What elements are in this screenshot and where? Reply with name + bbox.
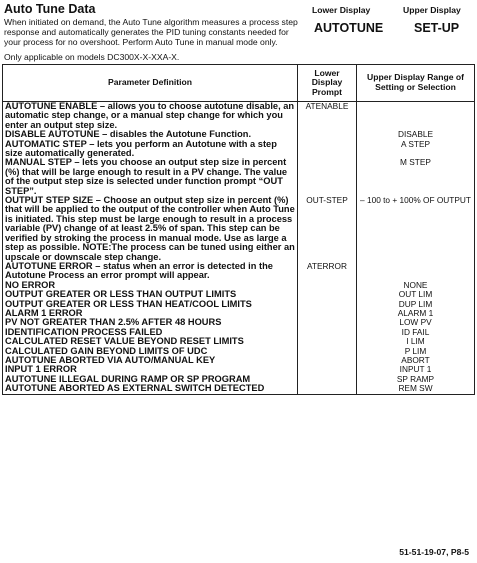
table-row: [3, 102, 475, 131]
parameter-name: PV NOT GREATER THAN 2.5% AFTER 48 HOURS: [5, 317, 222, 328]
parameter-description: – status when an error is detected in the Autotune Process an error prompt will appear.: [5, 260, 273, 281]
parameter-description: – allows you to choose autotune disable, an automatic step change, or a manual step change for which you enter an output step size.: [5, 101, 295, 130]
parameter-name: AUTOTUNE ABORTED AS EXTERNAL SWITCH DETECTED: [5, 383, 265, 394]
lower-display-prompt-cell: ATERROR: [298, 262, 357, 281]
table-row: [3, 384, 475, 394]
upper-display-range-cell: INPUT 1: [357, 365, 475, 374]
lower-display-prompt-cell: OUT-STEP: [298, 196, 357, 262]
column-header-range: Upper Display Range of Setting or Selection: [357, 65, 475, 102]
upper-display-label: Upper Display: [403, 5, 461, 15]
upper-display-range-cell: A STEP: [357, 140, 475, 159]
lower-display-prompt-cell: [298, 356, 357, 365]
upper-display-range-cell: M STEP: [357, 158, 475, 196]
table-header-row: [3, 65, 475, 102]
table-row: [3, 262, 475, 281]
upper-display-range-cell: LOW PV: [357, 318, 475, 327]
parameter-name: NO ERROR: [5, 279, 56, 290]
parameter-description: – Choose an output step size in percent (%) that will be applied to the output of the controller when Auto Tune is initiated. This step must be large enough to result in a process variable (PV) change of at least 2.5% of span. This step can be verified by stroking the process in manual mode. Use as large a step as possible. NOTE:The process can be tuned using either an upscale or downscale step change.: [5, 195, 295, 262]
lower-display-prompt-cell: [298, 337, 357, 346]
page-reference: 51-51-19-07, P8-5: [399, 547, 469, 557]
lower-display-value: AUTOTUNE: [314, 21, 384, 35]
column-header-definition: Parameter Definition: [3, 65, 298, 102]
parameter-name: IDENTIFICATION PROCESS FAILED: [5, 326, 163, 337]
parameter-name: INPUT 1 ERROR: [5, 364, 77, 375]
upper-display-range-cell: I LIM: [357, 337, 475, 346]
upper-display-range-cell: ABORT: [357, 356, 475, 365]
table-row: [3, 140, 475, 159]
lower-display-prompt-cell: [298, 158, 357, 196]
parameter-name: OUTPUT GREATER OR LESS THAN HEAT/COOL LIMITS: [5, 298, 252, 309]
page-title: Auto Tune Data: [4, 2, 96, 16]
applicability-note: Only applicable on models DC300X-X-XXA-X.: [4, 52, 180, 62]
parameter-name: CALCULATED GAIN BEYOND LIMITS OF UDC: [5, 345, 208, 356]
upper-display-range-cell: [357, 102, 475, 131]
lower-display-prompt-cell: ATENABLE: [298, 102, 357, 131]
parameter-name: MANUAL STEP: [5, 157, 72, 168]
lower-display-label: Lower Display: [312, 5, 371, 15]
lower-display-prompt-cell: [298, 375, 357, 384]
parameter-description: – lets you perform an Autotune with a step size automatically generated.: [5, 138, 277, 159]
upper-display-range-cell: OUT LIM: [357, 290, 475, 299]
upper-display-range-cell: ID FAIL: [357, 328, 475, 337]
upper-display-range-cell: DISABLE: [357, 130, 475, 139]
column-header-prompt: Lower Display Prompt: [298, 65, 357, 102]
upper-display-value: SET-UP: [414, 21, 460, 35]
upper-display-range-cell: NONE: [357, 281, 475, 290]
lower-display-prompt-cell: [298, 365, 357, 374]
upper-display-range-cell: ALARM 1: [357, 309, 475, 318]
parameter-definition-cell: [3, 196, 298, 262]
upper-display-range-cell: – 100 to + 100% OF OUTPUT: [357, 196, 475, 262]
parameter-definition-cell: [3, 158, 298, 196]
parameter-name: OUTPUT STEP SIZE: [5, 195, 94, 206]
parameter-name: OUTPUT GREATER OR LESS THAN OUTPUT LIMITS: [5, 289, 237, 300]
parameter-definition-cell: [3, 102, 298, 131]
parameter-name: AUTOTUNE ERROR: [5, 260, 93, 271]
parameter-name: ALARM 1 ERROR: [5, 307, 83, 318]
parameter-definition-cell: [3, 140, 298, 159]
parameter-description: – disables the Autotune Function.: [99, 129, 252, 140]
lower-display-prompt-cell: [298, 300, 357, 309]
table-row: [3, 158, 475, 196]
lower-display-prompt-cell: [298, 347, 357, 356]
parameter-definition-cell: [3, 262, 298, 281]
parameter-definition-cell: [3, 384, 298, 394]
lower-display-prompt-cell: [298, 281, 357, 290]
parameter-table: [2, 64, 475, 395]
upper-display-range-cell: SP RAMP: [357, 375, 475, 384]
lower-display-prompt-cell: [298, 309, 357, 318]
intro-paragraph: When initiated on demand, the Auto Tune algorithm measures a process step response and automatically generates the PID tuning constants needed for your process for no overshoot. Perform Auto Tune in manual mode only.: [4, 17, 298, 48]
upper-display-range-cell: [357, 262, 475, 281]
parameter-name: CALCULATED RESET VALUE BEYOND RESET LIMITS: [5, 336, 244, 347]
lower-display-prompt-cell: [298, 140, 357, 159]
table-body: [3, 102, 475, 395]
lower-display-prompt-cell: [298, 130, 357, 139]
parameter-name: AUTOTUNE ABORTED VIA AUTO/MANUAL KEY: [5, 354, 216, 365]
table-row: [3, 196, 475, 262]
upper-display-range-cell: REM SW: [357, 384, 475, 394]
lower-display-prompt-cell: [298, 318, 357, 327]
upper-display-range-cell: DUP LIM: [357, 300, 475, 309]
lower-display-prompt-cell: [298, 328, 357, 337]
parameter-description: – lets you choose an output step size in percent (%) that will be large enough to result in a PV change. The value of the output step size is selected under function prompt “OUT STEP”.: [5, 157, 288, 196]
parameter-name: DISABLE AUTOTUNE: [5, 129, 100, 140]
parameter-name: AUTOMATIC STEP: [5, 138, 87, 149]
lower-display-prompt-cell: [298, 384, 357, 394]
parameter-name: AUTOTUNE ENABLE: [5, 101, 98, 111]
parameter-name: AUTOTUNE ILLEGAL DURING RAMP OR SP PROGRAM: [5, 373, 251, 384]
lower-display-prompt-cell: [298, 290, 357, 299]
upper-display-range-cell: P LIM: [357, 347, 475, 356]
